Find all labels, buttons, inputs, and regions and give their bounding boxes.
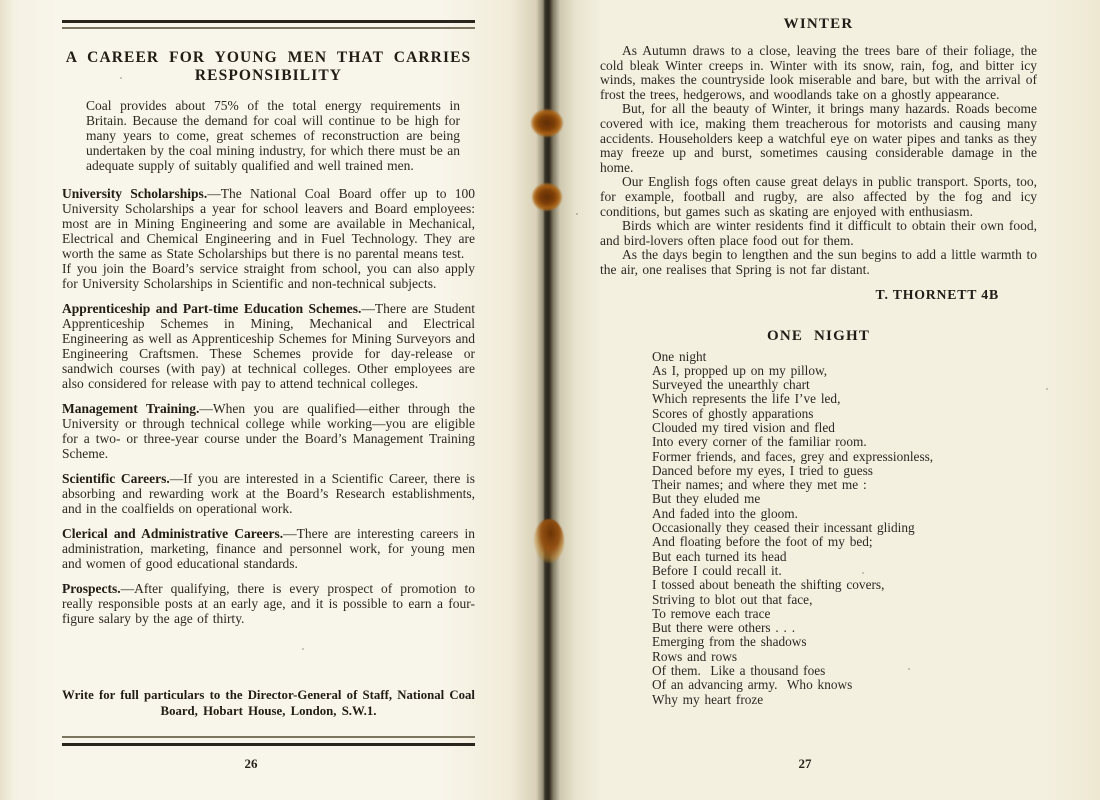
section-prospects (62, 581, 475, 626)
section-heading: Clerical and Administrative Careers. (62, 526, 284, 541)
footer-note-line1: Write for full particulars to the Director-General of Staff, National Coal (62, 688, 475, 702)
intro-paragraph: Coal provides about 75% of the total energy requirements in Britain. Because the demand for coal will continue to be high for many years to come, great schemes of reconstruction are being undertaken by the coal mining industry, for which there must be an adequate supply of suitably qualified and well trained men. (86, 98, 460, 173)
poem-line: Their names; and where they met me : (652, 477, 867, 493)
section-apprenticeship (62, 301, 475, 391)
section-body: —If you are interested in a Scientific Career, there is absorbing and rewarding work at the Board’s Research establishments, and in the coalfields on operational work. (62, 471, 476, 516)
poem-line: Into every corner of the familiar room. (652, 434, 867, 450)
section-body: —After qualifying, there is every prospect of promotion to really responsible posts at an early age, and it is possible to earn a four-figure salary by the age of thirty. (62, 581, 475, 626)
winter-paragraph: As the days begin to lengthen and the sun begins to add a little warmth to the air, one realises that Spring is not far distant. (600, 247, 1037, 277)
poem-line: Of an advancing army. Who knows (652, 677, 853, 693)
poem-line: To remove each trace (652, 605, 771, 621)
winter-paragraph: Our English fogs often cause great delays in public transport. Sports, too, for example, football and rugby, are also affected by the fog and icy conditions, but games such as skating are enjoyed with enthusiasm. (600, 174, 1037, 219)
foxing-stain (534, 519, 564, 563)
career-sections (62, 186, 475, 626)
poem-line: Danced before my eyes, I tried to guess (652, 462, 873, 478)
paper-speck (576, 213, 578, 215)
foxing-stain (532, 183, 562, 211)
poem-line: But each turned its head (652, 548, 787, 564)
section-scientific-careers (62, 471, 475, 516)
page-number-right: 27 (798, 756, 812, 771)
foxing-stain (531, 109, 563, 137)
poem-line: Former friends, and faces, grey and expressionless, (652, 448, 934, 464)
section-body: —When you are qualified—either through the University or through technical college while working—you are eligible for a two- or three-year course under the Board’s Management Training Scheme. (62, 401, 475, 461)
section-heading: Scientific Careers. (62, 471, 170, 486)
section-heading: Management Training. (62, 401, 200, 416)
poem-title: ONE NIGHT (766, 327, 871, 344)
poem-line: Clouded my tired vision and fled (652, 419, 835, 435)
section-body: —There are interesting careers in administration, marketing, finance and personnel work, for young men and women of good educational standards. (62, 526, 476, 571)
section-heading: Prospects. (62, 581, 121, 596)
article-title-line2: RESPONSIBILITY (194, 66, 343, 84)
poem-lines (652, 350, 1037, 707)
winter-paragraph: But, for all the beauty of Winter, it brings many hazards. Roads become covered with ice, making them treacherous for motorists and causing many accidents. Householders keep a watchful eye on water pipes and tanks as they may freeze up and burst, sometimes causing considerable damage in the home. (600, 101, 1037, 175)
footer-note-line2: Board, Hobart House, London, S.W.1. (160, 703, 377, 718)
poem-line: Emerging from the shadows (652, 634, 807, 650)
top-double-rule (62, 20, 475, 29)
left-page (62, 20, 475, 636)
poem-line: Scores of ghostly apparations (652, 405, 814, 421)
right-page (600, 0, 1037, 707)
poem-line: But they eluded me (652, 491, 761, 507)
poem-line: Occasionally they ceased their incessant gliding (652, 520, 915, 536)
poem-line: Striving to blot out that face, (652, 591, 813, 607)
section-body: —The National Coal Board offer up to 100 University Scholarships a year for school leavers and Board employees: most are in Mining Engineering and some are available in Mechanical, Electrical and Chemical Engineering and in Fuel Technology. They are worth the same as State Scholarships but there is no parental means test. (62, 186, 475, 261)
poem-line: Which represents the life I’ve led, (652, 391, 841, 407)
article-title-line1: A CAREER FOR YOUNG MEN THAT CARRIES (65, 49, 472, 66)
poem-line: But there were others . . . (652, 620, 796, 636)
section-heading: University Scholarships. (62, 186, 208, 201)
footer-note (62, 688, 475, 719)
poem-line: Rows and rows (652, 648, 737, 664)
poem-line: Before I could recall it. (652, 562, 782, 578)
section-university-scholarships (62, 186, 475, 261)
poem-line: As I, propped up on my pillow, (652, 362, 828, 378)
winter-paragraph: Birds which are winter residents find it difficult to obtain their own food, and bird-lovers often place food out for them. (600, 218, 1037, 248)
section-heading: Apprenticeship and Part-time Education Schemes. (62, 301, 362, 316)
poem-line: Of them. Like a thousand foes (652, 663, 826, 679)
poem-line: And floating before the foot of my bed; (652, 534, 873, 550)
page-number-left: 26 (244, 756, 258, 771)
winter-paragraph: As Autumn draws to a close, leaving the trees bare of their foliage, the cold bleak Winter creeps in. Winter with its snow, rain, fog, and bitter icy winds, makes the countryside look miserable and bare, but with the arrival of frost the trees, hedgerows, and woodlands take on a ghostly appearance. (600, 43, 1037, 102)
bottom-double-rule (62, 736, 475, 746)
winter-title: WINTER (783, 16, 854, 32)
byline: T. THORNETT 4B (875, 286, 999, 302)
section-clerical-careers (62, 526, 475, 571)
paper-speck (302, 648, 304, 650)
section-body: —There are Student Apprenticeship Schemes in Mining, Mechanical and Electrical Engineering as well as Apprenticeship Schemes for Mining Surveyors and Engineering Craftsmen. These Schemes provide for day-release or sandwich courses (with pay) at technical colleges. Other employees are also considered for release with pay to attend technical colleges. (62, 301, 475, 391)
section-university-scholarships-cont: If you join the Board’s service straight from school, you can also apply for University Scholarships in Scientific and non-technical subjects. (62, 261, 475, 291)
paper-speck (1046, 388, 1048, 390)
poem-line: I tossed about beneath the shifting covers, (652, 577, 885, 593)
poem-line: Why my heart froze (652, 691, 764, 707)
article-title (62, 49, 475, 84)
section-management-training (62, 401, 475, 461)
poem-line: Surveyed the unearthly chart (652, 377, 810, 393)
poem-line: And faded into the gloom. (652, 505, 798, 521)
poem-line: One night (652, 348, 707, 364)
